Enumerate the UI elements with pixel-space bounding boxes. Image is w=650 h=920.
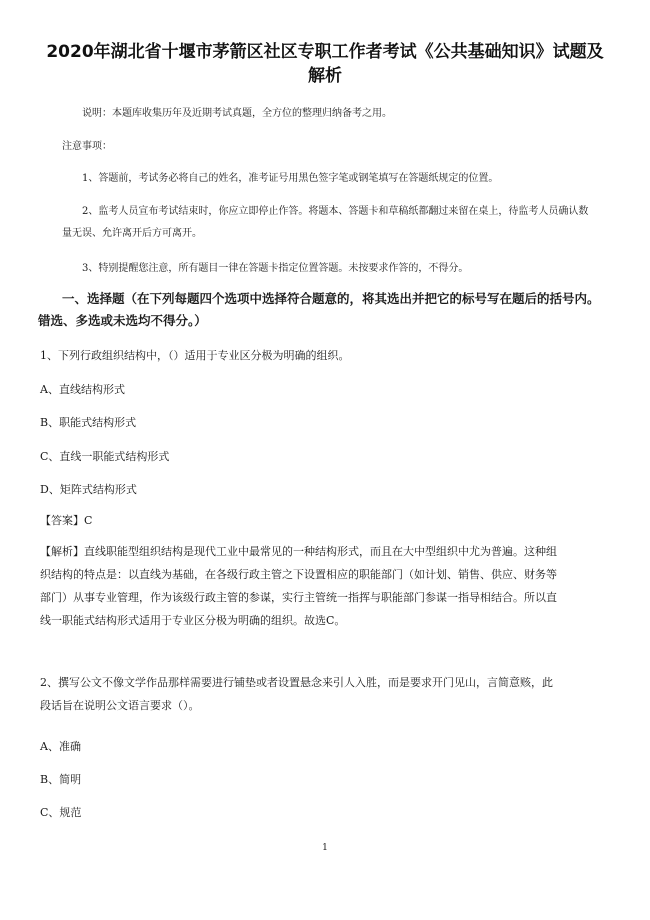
note-item-3: 3、特别提醒您注意，所有题目一律在答题卡指定位置答题。未按要求作答的，不得分。 — [82, 263, 469, 274]
title-line-2: 解析 — [308, 66, 342, 86]
question-1-analysis — [40, 540, 620, 632]
question-1-option-b: B、职能式结构形式 — [40, 416, 137, 429]
section-heading — [38, 288, 642, 332]
analysis-line-1: 直线职能型组织结构是现代工业中最常见的一种结构形式，而且在大中型组织中尤为普遍。这种组 — [84, 545, 557, 558]
analysis-line-4: 线一职能式结构形式适用于专业区分极为明确的组织。故选C。 — [40, 614, 346, 627]
page-number: 1 — [322, 843, 328, 853]
question-2-option-b: B、简明 — [40, 773, 82, 786]
question-1-option-d: D、矩阵式结构形式 — [40, 483, 137, 496]
question-2-stem — [40, 671, 620, 717]
question-2-stem-line-1: 2、撰写公文不像文学作品那样需要进行铺垫或者设置悬念来引人入胜，而是要求开门见山，言简意赅，此 — [40, 676, 553, 689]
answer-value: C — [84, 514, 93, 527]
question-1-stem: 1、下列行政组织结构中，（）适用于专业区分极为明确的组织。 — [40, 349, 350, 362]
section-heading-line-2: 错选、多选或未选均不得分。） — [38, 313, 207, 328]
analysis-line-3: 部门）从事专业管理，作为该级行政主管的参谋，实行主管统一指挥与职能部门参谋一指导相结合。所以直 — [40, 591, 557, 604]
analysis-label: 【解析】 — [40, 545, 84, 558]
notes-heading: 注意事项： — [62, 141, 112, 152]
note-item-2-line-1: 2、监考人员宣布考试结束时，你应立即停止作答。将题本、答题卡和草稿纸都翻过来留在桌上，待监考人员确认数 — [82, 206, 589, 217]
question-2-option-a: A、准确 — [40, 740, 81, 753]
question-2-option-c: C、规范 — [40, 806, 82, 819]
note-item-1: 1、答题前，考试务必将自己的姓名，准考证号用黑色签字笔或钢笔填写在答题纸规定的位置。 — [82, 173, 499, 184]
question-1-option-a: A、直线结构形式 — [40, 383, 125, 396]
section-heading-line-1: 一、选择题（在下列每题四个选项中选择符合题意的，将其选出并把它的标号写在题后的括号内。 — [62, 291, 600, 306]
intro-text: 说明：本题库收集历年及近期考试真题，全方位的整理归纳备考之用。 — [82, 108, 392, 119]
question-1-answer — [40, 514, 92, 528]
answer-label: 【答案】 — [40, 514, 84, 527]
document-title — [20, 40, 630, 88]
question-1-option-c: C、直线一职能式结构形式 — [40, 450, 170, 463]
analysis-line-2: 织结构的特点是：以直线为基础，在各级行政主管之下设置相应的职能部门（如计划、销售、供应、财务等 — [40, 568, 557, 581]
title-line-1: 2020年湖北省十堰市茅箭区社区专职工作者考试《公共基础知识》试题及 — [46, 42, 604, 62]
question-2-stem-line-2: 段话旨在说明公文语言要求（）。 — [40, 699, 200, 712]
note-item-2-line-2: 量无误、允许离开后方可离开。 — [62, 228, 202, 239]
